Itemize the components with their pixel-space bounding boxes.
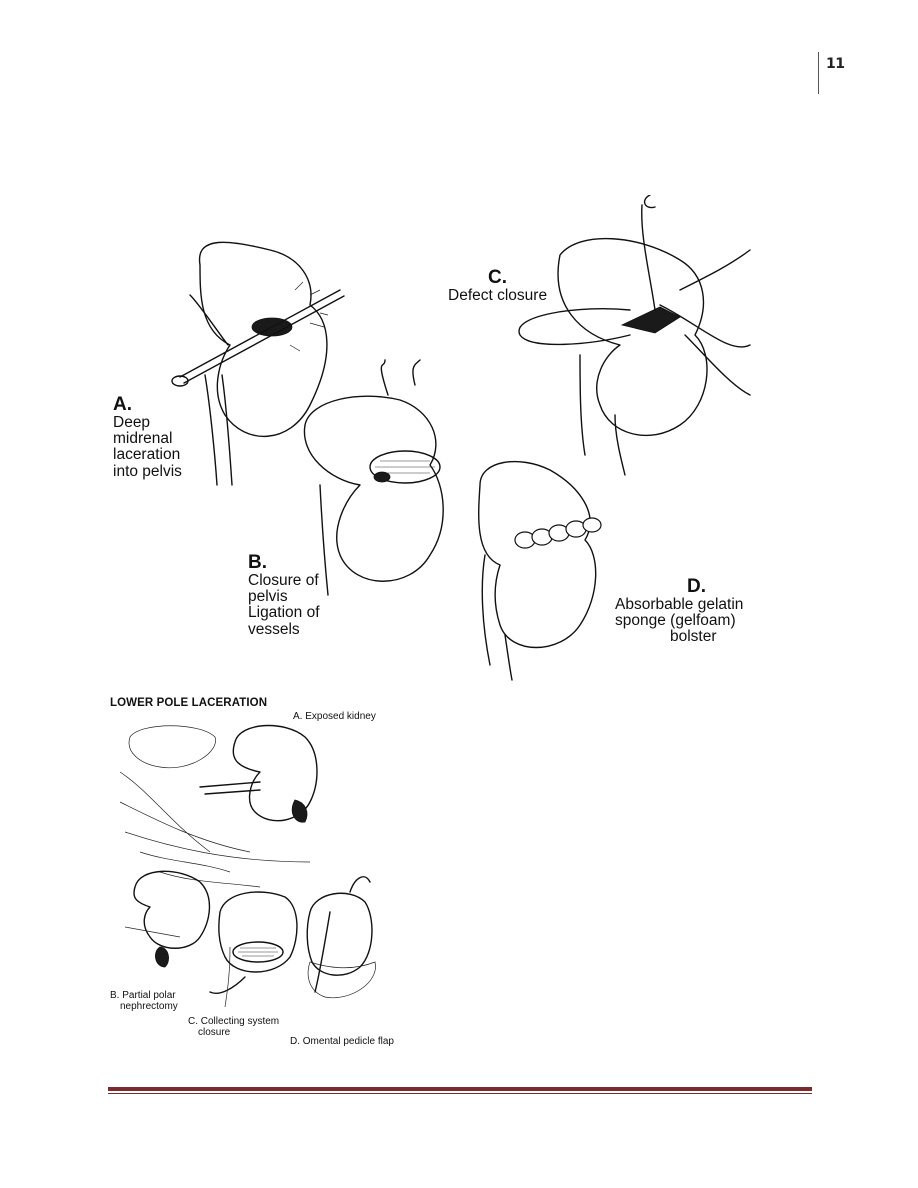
panel-a-line-3: laceration [113, 446, 181, 464]
panel-c-letter: C. [488, 267, 507, 288]
exposed-kidney-scene [120, 726, 317, 887]
panel-b-line-1: Closure of [248, 571, 319, 589]
kidney-panel-d [479, 462, 601, 680]
panel-c-label [448, 268, 547, 304]
panel-a-line-2: midrenal [113, 430, 173, 448]
panel-b-line-3: Ligation of [248, 604, 320, 622]
lower-pole-label-c-line-2: closure [198, 1027, 231, 1038]
panel-a-line-4: into pelvis [113, 462, 182, 480]
panel-a-line-1: Deep [113, 413, 151, 431]
lower-pole-label-c-line-1: C. Collecting system [188, 1016, 280, 1027]
panel-d-letter: D. [687, 576, 706, 597]
footer-rule-thin [108, 1093, 812, 1094]
panel-d-line-3: bolster [670, 628, 717, 646]
panel-a-letter: A. [113, 394, 132, 415]
lower-pole-title: LOWER POLE LACERATION [110, 697, 268, 709]
panel-b-line-2: pelvis [248, 588, 288, 606]
omental-flap-scene [307, 877, 375, 998]
panel-d-line-2: sponge (gelfoam) [615, 612, 736, 630]
partial-nephrectomy-scene [125, 871, 209, 967]
panel-b-letter: B. [248, 552, 267, 573]
panel-d-label [615, 577, 743, 646]
lower-pole-label-c [188, 1016, 279, 1038]
lower-pole-label-d: D. Omental pedicle flap [290, 1036, 394, 1047]
kidney-panel-a [172, 242, 344, 485]
page-number-divider [818, 52, 819, 94]
lower-pole-label-a: A. Exposed kidney [293, 711, 376, 722]
lower-pole-label-b [110, 990, 178, 1012]
panel-b-label [248, 553, 320, 638]
panel-d-line-1: Absorbable gelatin [615, 595, 744, 613]
lower-pole-label-b-line-1: B. Partial polar [110, 990, 176, 1001]
footer-rule-thick [108, 1087, 812, 1091]
renal-laceration-illustration [113, 195, 760, 685]
collecting-system-scene [210, 892, 297, 1007]
page-number: 11 [826, 56, 845, 72]
panel-c-line-1: Defect closure [448, 286, 548, 304]
kidney-panel-c [519, 195, 750, 475]
kidney-panel-b [304, 360, 443, 595]
lower-pole-label-b-line-2: nephrectomy [120, 1001, 178, 1012]
panel-a-label [113, 395, 182, 480]
panel-b-line-4: vessels [248, 620, 300, 638]
